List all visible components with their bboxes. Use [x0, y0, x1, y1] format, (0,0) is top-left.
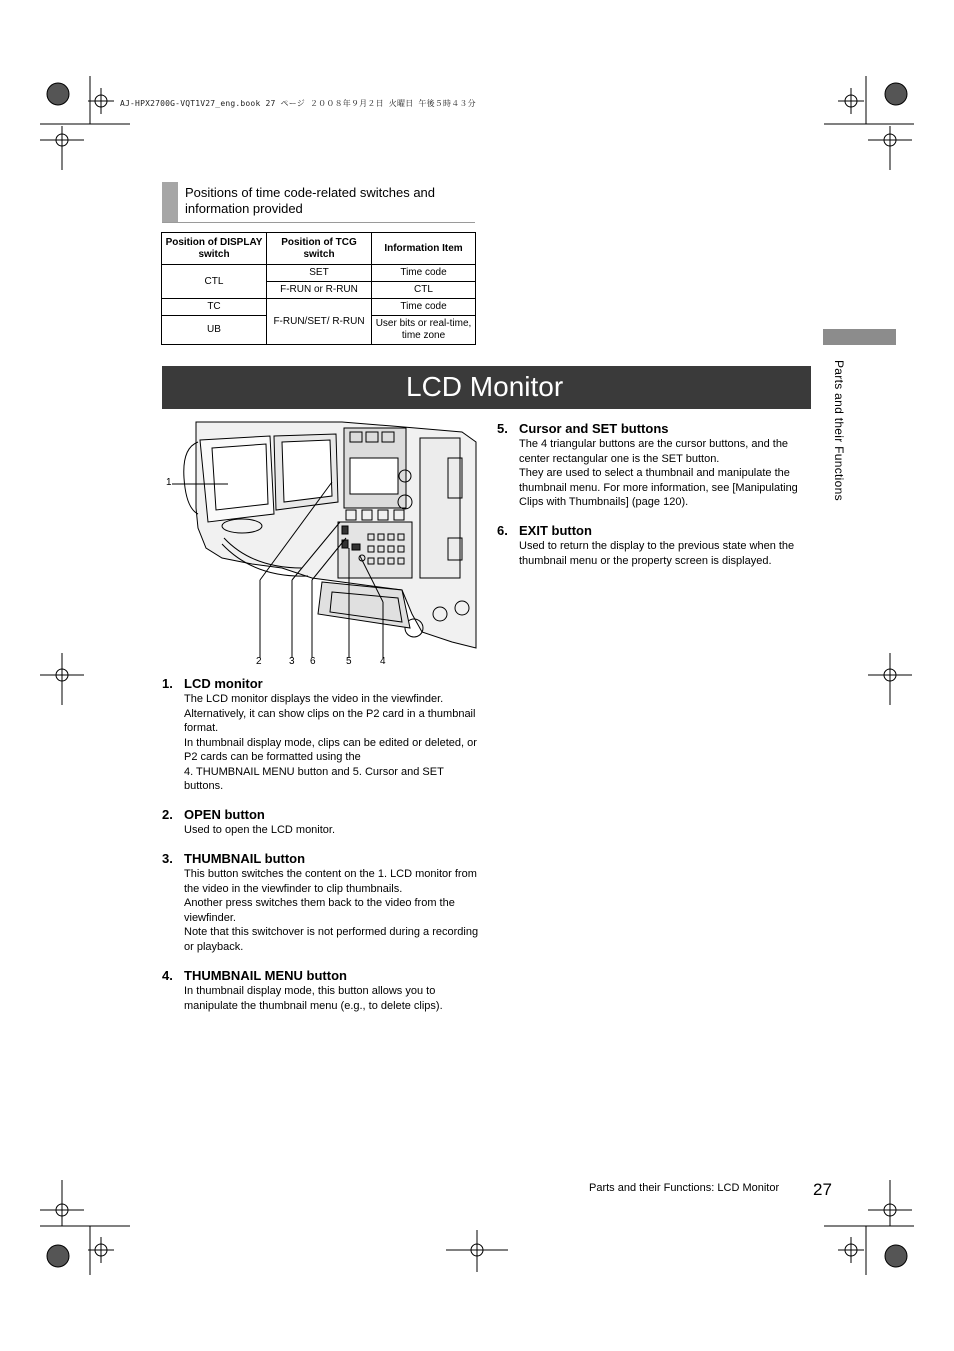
item-heading: 4. THUMBNAIL MENU button — [162, 968, 347, 983]
table-cell: CTL — [162, 265, 267, 299]
table-cell: F-RUN or R-RUN — [267, 282, 372, 299]
table-row — [162, 299, 476, 316]
footer-section-label: Parts and their Functions: LCD Monitor — [589, 1182, 780, 1194]
callout-label: 5 — [346, 656, 352, 667]
item-heading: 5. Cursor and SET buttons — [497, 421, 669, 436]
item-body: In thumbnail display mode, this button allows you to manipulate the thumbnail menu (e.g., to delete clips). — [184, 985, 443, 1012]
list-item — [497, 421, 812, 510]
page-title: LCD Monitor — [406, 371, 564, 402]
callout-label: 2 — [256, 656, 262, 667]
page-title-bar — [162, 366, 811, 409]
list-item — [162, 807, 482, 838]
callout-label: 4 — [380, 656, 386, 667]
item-heading: 1. LCD monitor — [162, 676, 263, 691]
item-body: The 4 triangular buttons are the cursor buttons, and the center rectangular one is the SET button. They are used to select a thumbnail and manipulate the thumbnail menu. For more information, see [Manipulating Clips with Thumbnails] (page 120). — [519, 438, 798, 508]
item-body: Used to open the LCD monitor. — [184, 824, 336, 836]
table-cell: TC — [162, 299, 267, 316]
table-cell: F-RUN/SET/ R-RUN — [267, 299, 372, 345]
chapter-tab — [823, 329, 896, 345]
callout-label: 3 — [289, 656, 295, 667]
section-heading-text: Positions of time code-related switches and information provided — [185, 185, 436, 216]
item-heading: 3. THUMBNAIL button — [162, 851, 306, 866]
page-number: 27 — [813, 1180, 832, 1199]
timecode-switch-table — [161, 232, 476, 345]
section-heading-bar — [162, 182, 178, 222]
table-row — [162, 265, 476, 282]
table-header-tcg: Position of TCG switch — [267, 233, 372, 265]
table-cell: CTL — [372, 282, 476, 299]
item-body: Used to return the display to the previous state when the thumbnail menu or the property screen is displayed. — [519, 540, 795, 567]
list-item — [162, 676, 482, 794]
table-header-display: Position of DISPLAY switch — [162, 233, 267, 265]
table-header-info: Information Item — [372, 233, 476, 265]
list-item — [162, 851, 482, 954]
table-cell: UB — [162, 316, 267, 345]
chapter-side-label: Parts and their Functions — [832, 360, 846, 501]
table-cell: Time code — [372, 299, 476, 316]
callout-label: 6 — [310, 656, 316, 667]
file-header-line: AJ-HPX2700G-VQT1V27_eng.book 27 ページ ２００８年９月２日 火曜日 午後５時４３分 — [120, 99, 476, 108]
table-cell: SET — [267, 265, 372, 282]
list-item — [162, 968, 482, 1013]
section-heading — [162, 182, 475, 223]
list-item — [497, 523, 812, 568]
item-heading: 6. EXIT button — [497, 523, 592, 538]
item-heading: 2. OPEN button — [162, 807, 265, 822]
table-header-row — [162, 233, 476, 265]
camera-illustration — [162, 418, 478, 674]
item-body: The LCD monitor displays the video in the viewfinder. Alternatively, it can show clips on the P2 card in a thumbnail format. In thumbnail display mode, clips can be edited or deleted, or P2 cards can be formatted using the 4. THUMBNAIL MENU button and 5. Cursor and SET buttons. — [184, 693, 477, 792]
callout-label: 1 — [166, 477, 172, 488]
item-body: This button switches the content on the 1. LCD monitor from the video in the viewfinder to clip thumbnails. Another press switches them back to the video from the viewfinder. Note that this switchover is not performed during a recording or playback. — [184, 868, 479, 953]
table-cell: User bits or real-time, time zone — [372, 316, 476, 345]
table-cell: Time code — [372, 265, 476, 282]
